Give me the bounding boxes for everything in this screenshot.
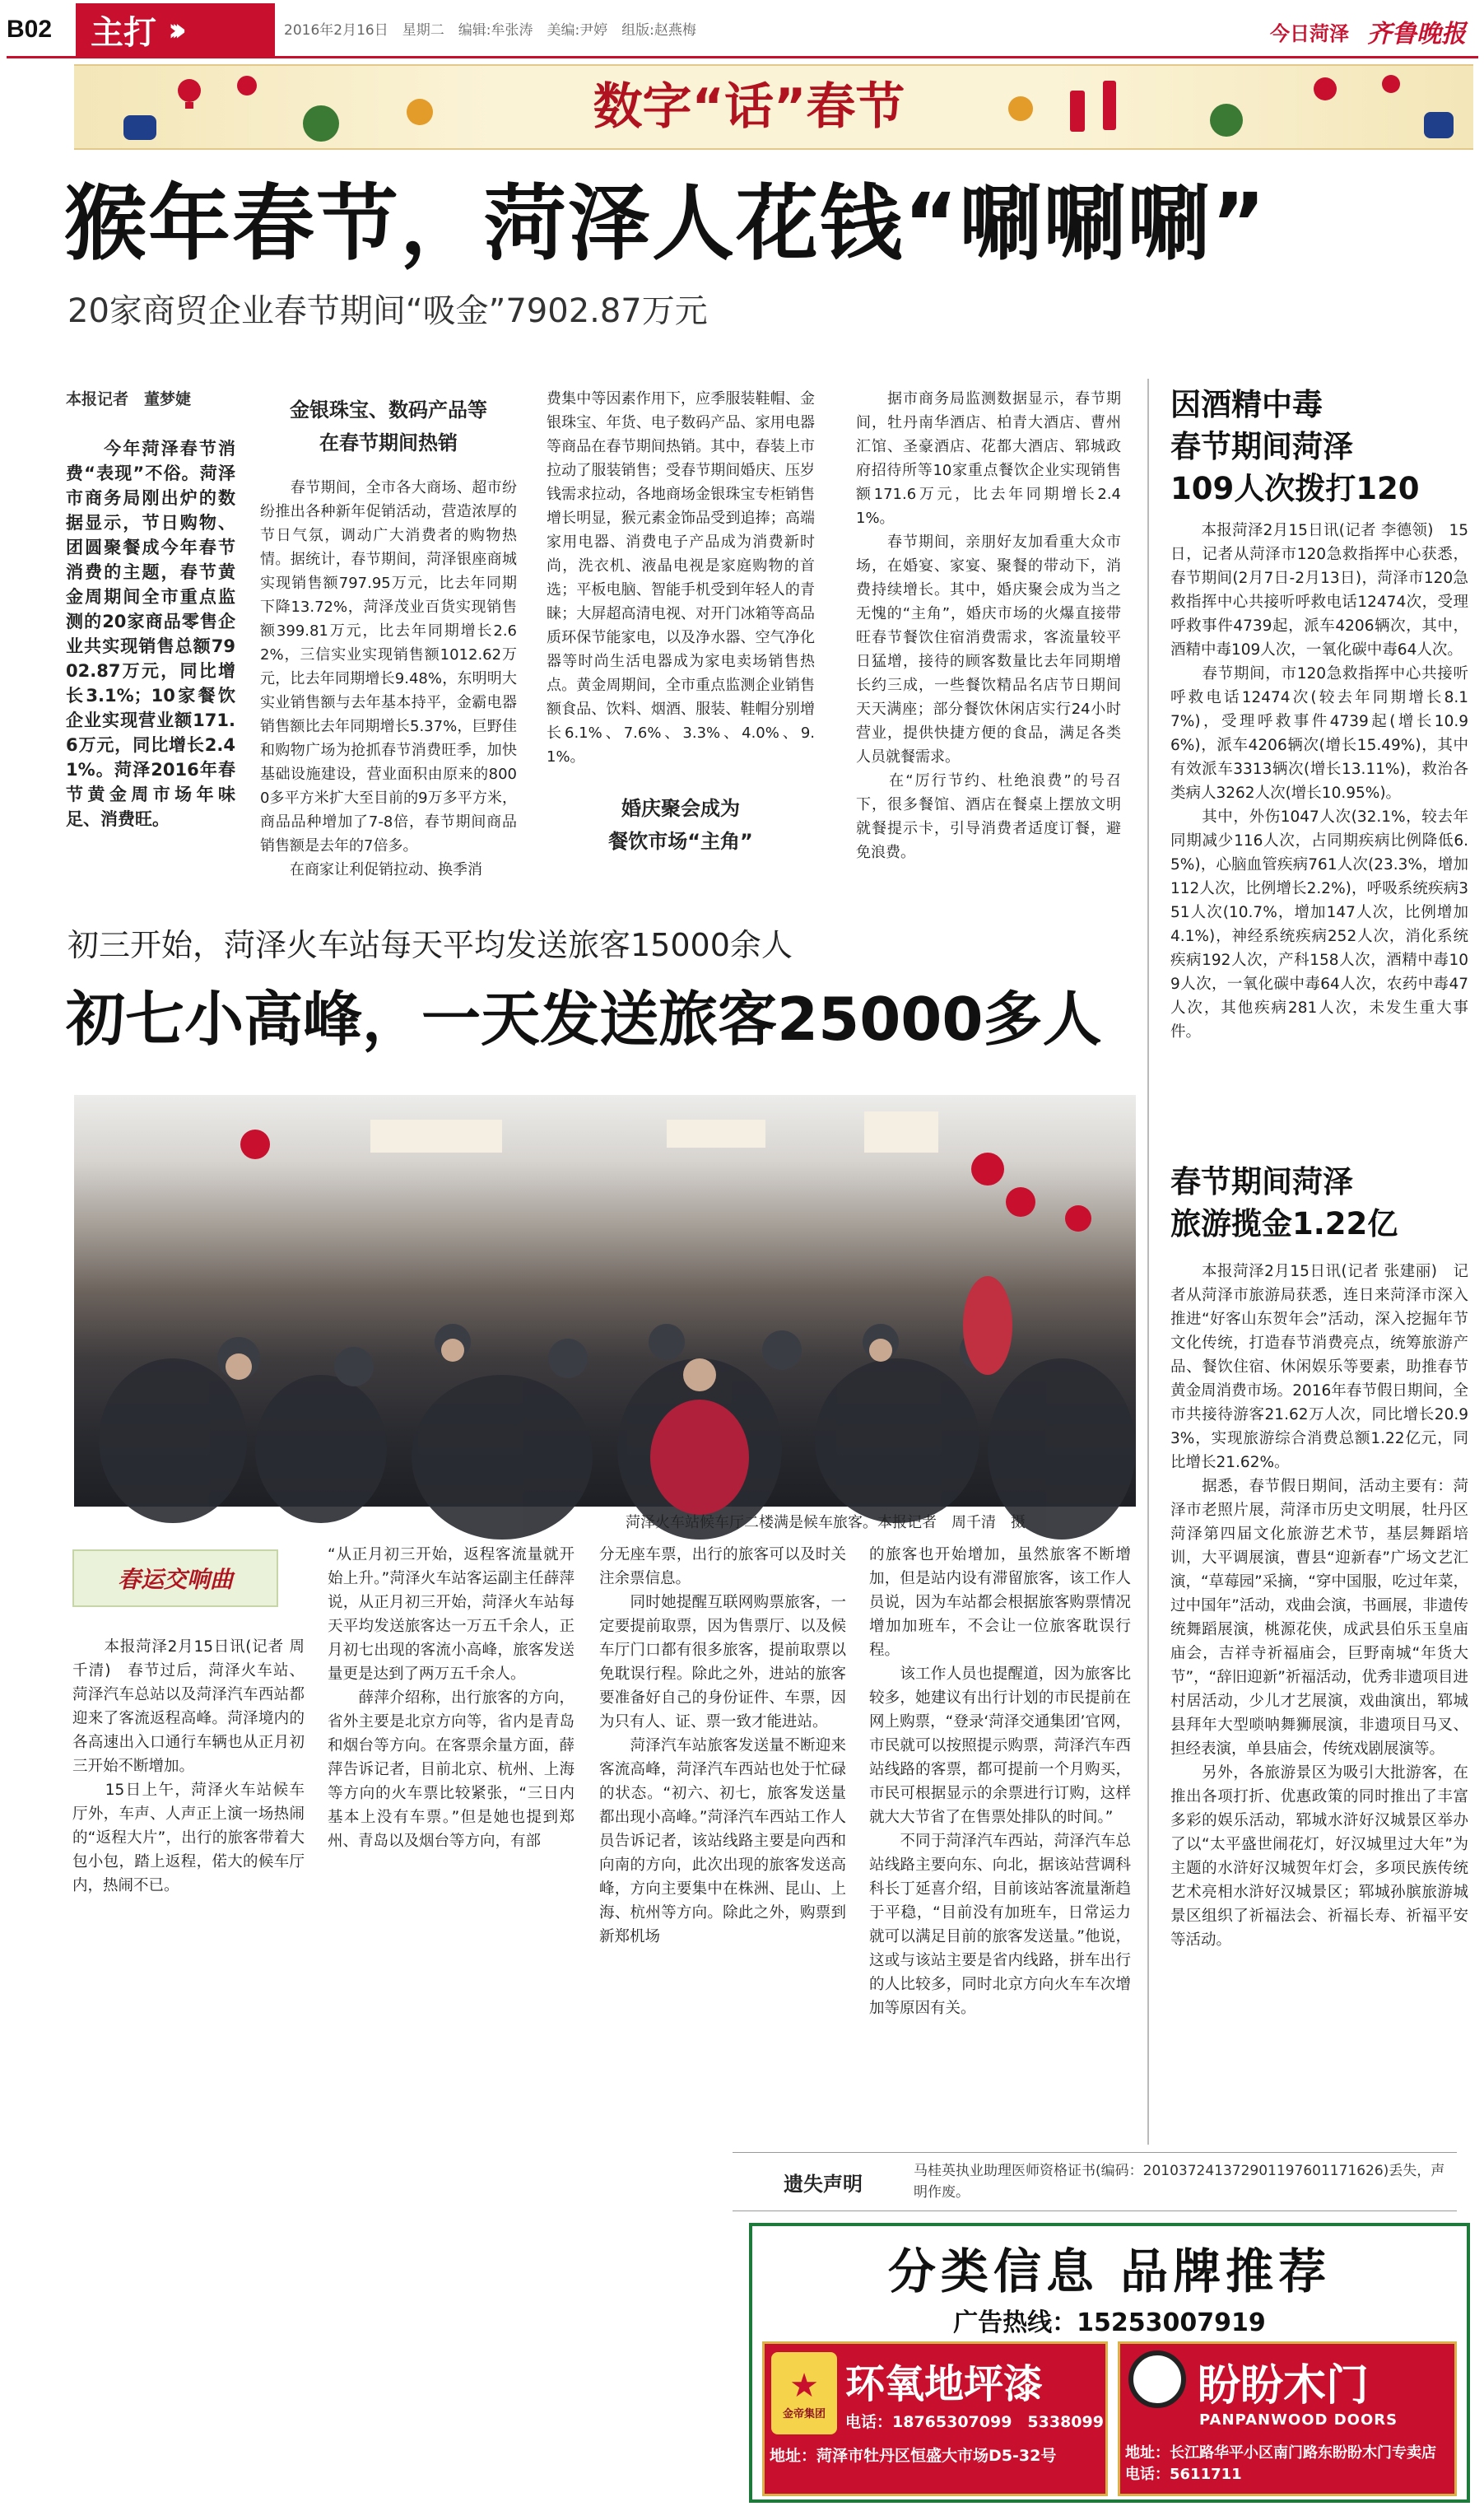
story2-col4: 的旅客也开始增加，虽然旅客不断增加，但是站内设有滞留旅客，该工作人员说，因为车站都会根据旅客购票情况增加加班车，不会让一位旅客耽误行程。 该工作人员也提醒道，因为旅客比较多，她建议有出行计划的市民提前在网上购票，“登录‘菏泽交通集团’官网，市民就可以按照提示购票，菏泽汽车西站线路的客票，都可提前一个月购买，市民可根据显示的余票进行订购，这样就大大节省了在售票处排队的时间。” 不同于菏泽汽车西站，菏泽汽车总站线路主要向东、向北，据该站营调科科长丁延喜介绍，目前该站客流量渐趋于平稳，“目前没有加班车，日常运力就可以满足目前的旅客发送量。”他说，这或与该站主要是省内线路，拼车出行的人比较多，同时北京方向火车车次增加等原因有关。 (869, 1546, 1131, 2017)
ad-left-brand: 金帝集团 (782, 2407, 826, 2420)
ad-left-logo (771, 2352, 837, 2434)
section-label: 主打 (91, 13, 156, 52)
lead-summary: 今年菏泽春节消费“表现”不俗。菏泽市商务局刚出炉的数据显示，节日购物、团圆聚餐成今年春节消费的主题，春节黄金周期间全市重点监测的20家商品零售企业共实现销售总额7902.87万元，同比增长3.1%；10家餐饮企业实现营业额171.6万元，同比增长2.41%。菏泽2016年春节黄金周市场年味足、消费旺。 (66, 439, 235, 829)
subhead-jewelry-line1: 金银珠宝、数码产品等 (290, 398, 487, 422)
banner-title: 数字“话”春节 (593, 78, 905, 136)
lead-headline: 猴年春节，菏泽人花钱“唰唰唰” (64, 175, 1268, 272)
chevron-right-icon: ››› (168, 12, 177, 48)
story2-col1: 本报菏泽2月15日讯(记者 周千清) 春节过后，菏泽火车站、菏泽汽车总站以及菏泽汽车西站都迎来了客流返程高峰。菏泽境内的各高速出入口通行车辆也从正月初三开始不断增加。 15日上午，菏泽火车站候车厅外，车声、人声正上演一场热闹的“返程大片”，出行的旅客带着大包小包，踏上返程，偌大的候车厅内，热闹不已。 (72, 1638, 305, 1894)
photo-caption: 菏泽火车站候车厅二楼满是候车旅客。本报记者 周千清 摄 (626, 1514, 1026, 1531)
edition-label: 今日菏泽 (1270, 21, 1349, 45)
lead-col2: 春节期间，全市各大商场、超市纷纷推出各种新年促销活动，营造浓厚的节日气氛，调动广大消费者的购物热情。据统计，春节期间，菏泽银座商城实现销售额797.95万元，比去年同期下降13.72%，菏泽茂业百货实现销售额399.81万元，比去年同期增长2.62%，三信实业实现销售额1012.62万元，比去年同期增长9.48%，东明明大实业销售额与去年基本持平，金霸电器销售额比去年同期增长5.37%，巨野佳和购物广场为抢抓春节消费旺季，加快基础设施建设，营业面积由原来的8000多平方米扩大至目前的9万多平方米，商品品种增加了7-8倍，春节期间商品销售额是去年的7倍多。 在商家让利促销拉动、换季消 (260, 479, 517, 878)
rail2-body: 本报菏泽2月15日讯(记者 张建丽) 记者从菏泽市旅游局获悉，连日来菏泽市深入推进“好客山东贺年会”活动，深入挖掘年节文化传统，打造春节消费亮点，统筹旅游产品、餐饮住宿、休闲娱乐等要素，助推春节黄金周消费市场。2016年春节假日期间，全市共接待游客21.62万人次，同比增长20.93%，实现旅游综合消费总额1.22亿元，同比增长21.62%。 据悉，春节假日期间，活动主要有：菏泽市老照片展，菏泽市历史文明展，牡丹区菏泽第四届文化旅游艺术节，基层舞蹈培训，大平调展演，曹县“迎新春”广场文艺汇演，“草莓园”采摘，“穿中国服，吃过年菜，过中国年”活动，戏曲会演，书画展，非遗传统舞蹈展演，桃源花侠，成武县伯乐玉皇庙庙会，吉祥寺祈福庙会，巨野南城“年货大节”，“辞旧迎新”祈福活动，优秀非遗项目进村居活动，少儿才艺展演，戏曲演出，郓城县拜年大型唢呐舞狮展演，非遗项目马叉、担经表演，单县庙会，传统戏剧展演等。 另外，各旅游景区为吸引大批游客，在推出各项打折、优惠政策的同时推出了丰富多彩的娱乐活动，郓城水浒好汉城景区举办了以“太平盛世闹花灯，好汉城里过大年”为主题的水浒好汉城贺年灯会，多项民族传统艺术亮相水浒好汉城景区；郓城孙膑旅游城景区组织了祈福法会、祈福长寿、祈福平安等活动。 (1170, 1263, 1468, 1949)
star-icon: ★ (789, 2366, 819, 2405)
lead-subhead: 20家商贸企业春节期间“吸金”7902.87万元 (67, 292, 708, 330)
ad-block (749, 2223, 1470, 2503)
ad-right-address: 地址：长江路华平小区南门路东盼盼木门专卖店 电话：5611711 (1125, 2444, 1451, 2483)
edition-block (1270, 13, 1466, 49)
lead-byline: 本报记者 董梦婕 (66, 390, 192, 408)
lead-col4: 据市商务局监测数据显示，春节期间，牡丹南华酒店、柏青大酒店、曹州汇馆、圣豪酒店、花都大酒店、郓城政府招待所等10家重点餐饮企业实现销售额171.6万元，比去年同期增长2.41%。 春节期间，亲朋好友加看重大众市场，在婚宴、家宴、聚餐的带动下，消费持续增长。其中，婚庆聚会成为当之无愧的“主角”，婚庆市场的火爆直接带旺春节餐饮住宿消费需求，客流量较平日猛增，接待的顾客数量比去年同期增长约三成，一些餐饮精品名店节日期间天天满座；部分餐饮休闲店实行24小时营业，提供快捷方便的食品，满足各类人员就餐需求。 在“厉行节约、杜绝浪费”的号召下，很多餐馆、酒店在餐桌上摆放文明就餐提示卡，引导消费者适度订餐，避免浪费。 (856, 390, 1121, 861)
lead-col3: 费集中等因素作用下，应季服装鞋帽、金银珠宝、年货、电子数码产品、家用电器等商品在春节期间热销。其中，春装上市拉动了服装销售；受春节期间婚庆、压岁钱需求拉动，各地商场金银珠宝专柜销售增长明显，猴元素金饰品受到追捧；高端家用电器、消费电子产品成为消费新时尚，洗衣机、液晶电视是家庭购物的首选；平板电脑、智能手机受到年轻人的青睐；大屏超高清电视、对开门冰箱等高品质环保节能家电，以及净水器、空气净化器等时尚生活电器成为家电卖场销售热点。黄金周期间，全市重点监测企业销售额食品、饮料、烟酒、服装、鞋帽分别增长6.1%、7.6%、3.3%、4.0%、9.1%。 (547, 390, 815, 766)
story2-headline: 初七小高峰，一天发送旅客25000多人 (66, 985, 1102, 1054)
paper-logo: 齐鲁晚报 (1367, 20, 1466, 49)
story2-col2: “从正月初三开始，返程客流量就开始上升。”菏泽火车站客运副主任薛萍说，从正月初三开始，菏泽火车站每天平均发送旅客达一万五千余人，正月初七出现的客流小高峰，旅客发送量更是达到了两万五千余人。 薛萍介绍称，出行旅客的方向，省外主要是北京方向等，省内是青岛和烟台等方向。在客票余量方面，薛萍告诉记者，目前北京、杭州、上海等方向的火车票比较紧张，“三日内基本上没有车票。”但是她也提到郑州、青岛以及烟台等方向，有部 (328, 1546, 575, 1850)
subhead-banquet (547, 792, 815, 858)
rail2-headline: 春节期间菏泽 旅游揽金1.22亿 (1170, 1164, 1398, 1242)
ad-right (1118, 2341, 1457, 2496)
story2-tag (72, 1549, 278, 1607)
lost-notice (733, 2152, 1457, 2211)
rail1-headline: 因酒精中毒 春节期间菏泽 109人次拨打120 (1170, 387, 1420, 506)
section-tab (76, 3, 275, 56)
ad-left (762, 2341, 1108, 2496)
ad-left-phone: 电话：18765307099 5338099 (845, 2413, 1104, 2431)
column-rule (1147, 379, 1149, 2145)
subhead-jewelry (260, 394, 517, 459)
story2-kicker: 初三开始，菏泽火车站每天平均发送旅客15000余人 (67, 927, 793, 963)
lost-notice-title: 遗失声明 (784, 2172, 863, 2196)
ad-hotline: 广告热线：15253007919 (953, 2308, 1266, 2337)
ad-right-brand: PANPANWOOD DOORS (1199, 2411, 1398, 2429)
station-photo (74, 1095, 1136, 1507)
page-number: B02 (7, 16, 53, 43)
ad-header: 分类信息 品牌推荐 (887, 2243, 1332, 2299)
date-line: 2016年2月16日 星期二 编辑:牟张涛 美编:尹婷 组版:赵燕梅 (284, 22, 696, 39)
ad-left-address: 地址：菏泽市牡丹区恒盛大市场D5-32号 (770, 2447, 1057, 2465)
masthead-rule (7, 56, 1478, 58)
ad-left-name: 环氧地坪漆 (845, 2361, 1044, 2407)
crowd-illustration (74, 1095, 1136, 1507)
panda-icon (1128, 2350, 1186, 2408)
story2-tag-label: 春运交响曲 (117, 1566, 233, 1593)
story2-col3: 分无座车票，出行的旅客可以及时关注余票信息。 同时她提醒互联网购票旅客，一定要提前取票，因为售票厅、以及候车厅门口都有很多旅客，提前取票以免耽误行程。除此之外，进站的旅客要准备好自己的身份证件、车票，因为只有人、证、票一致才能进站。 菏泽汽车站旅客发送量不断迎来客流高峰，菏泽汽车西站也处于忙碌的状态。“初六、初七，旅客发送量都出现小高峰。”菏泽汽车西站工作人员告诉记者，该站线路主要是向西和向南的方向，此次出现的旅客发送高峰，方向主要集中在株洲、昆山、上海、杭州等方向。除此之外，购票到新郑机场 (599, 1546, 846, 1945)
ad-right-name: 盼盼木门 (1198, 2361, 1370, 2411)
rail1-body: 本报菏泽2月15日讯(记者 李德领) 15日，记者从菏泽市120急救指挥中心获悉，春节期间(2月7日-2月13日)，菏泽市120急救指挥中心共接听呼救电话12474次，受理呼救事件4739起，派车4206辆次，其中，酒精中毒109人次，一氧化碳中毒64人次。 春节期间，市120急救指挥中心共接听呼救电话12474次(较去年同期增长8.17%)，受理呼救事件4739起(增长10.96%)，派车4206辆次(增长15.49%)，其中有效派车3313辆次(增长13.11%)，救治各类病人3262人次(增长10.95%)。 其中，外伤1047人次(32.1%，较去年同期减少116人次，占同期疾病比例降低6.5%)，心脑血管疾病761人次(23.3%，增加112人次，比例增长2.2%)，呼吸系统疾病351人次(10.7%，增加147人次，比例增加4.1%)，神经系统疾病252人次，消化系统疾病192人次，产科158人次，酒精中毒109人次，一氧化碳中毒64人次，农药中毒47人次，其他疾病281人次，未发生重大事件。 (1170, 522, 1468, 1041)
lost-notice-text: 马桂英执业助理医师资格证书(编码：201037241372901197601171626)丢失，声明作废。 (914, 2163, 1445, 2201)
subhead-jewelry-line2: 在春节期间热销 (319, 431, 458, 454)
subhead-banquet-line1: 婚庆聚会成为 (621, 797, 740, 820)
subhead-banquet-line2: 餐饮市场“主角” (608, 830, 753, 853)
